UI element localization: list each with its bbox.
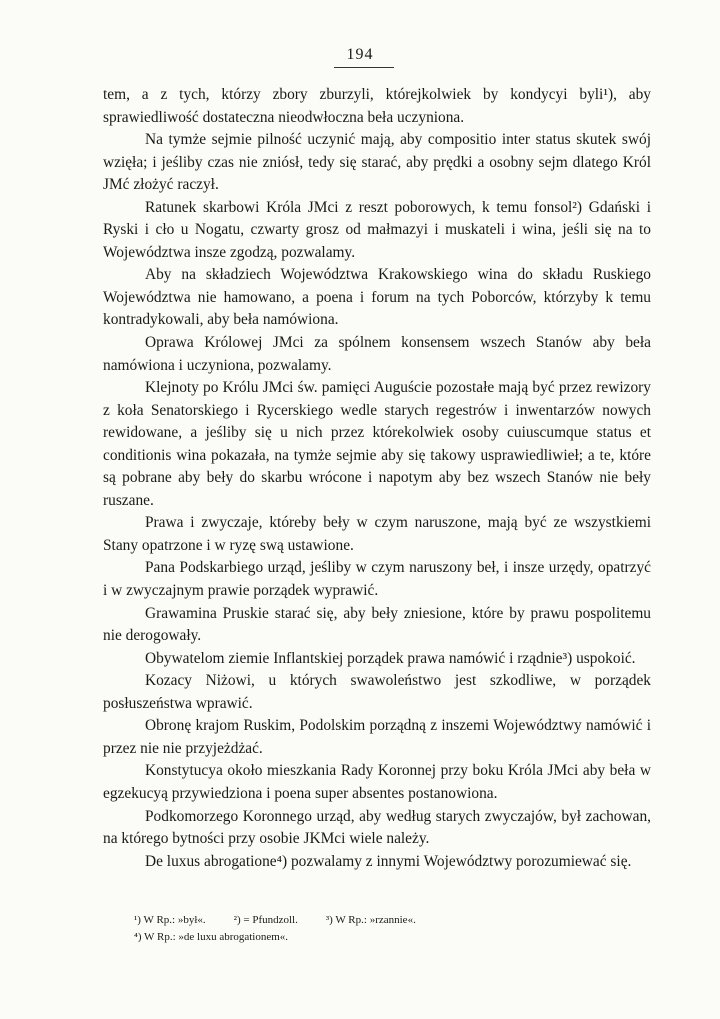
- footnote: ³) W Rp.: »rzannie«.: [325, 914, 416, 926]
- paragraph: De luxus abrogatione⁴) pozwalamy z innymi Województwy porozumiewać się.: [145, 852, 632, 870]
- paragraph: Grawamina Pruskie starać się, aby beły zniesione, które by prawu pospolitemu nie derogowały.: [103, 604, 651, 645]
- paragraph: Ratunek skarbowi Króla JMci z reszt poborowych, k temu fonsol²) Gdański i Ryski i cło u Nogatu, czwarty grosz od małmazyi i muskateli i wina, jeśli się na to Województwa insze zgodzą, pozwalamy.: [103, 198, 651, 261]
- paragraph: Podkomorzego Koronnego urząd, aby według starych zwyczajów, był zachowan, na którego bytności przy osobie JKMci wiele należy.: [103, 807, 651, 848]
- paragraph: tem, a z tych, którzy zbory zburzyli, którejkolwiek by kondycyi byli¹), aby sprawiedliwość dostateczna nieodwłoczna beła uczyniona.: [103, 86, 651, 126]
- paragraph: Obywatelom ziemie Inflantskiej porządek prawa namówić i rządnie³) uspokoić.: [145, 649, 636, 667]
- body-text: [103, 84, 651, 873]
- paragraph: Aby na składziech Województwa Krakowskiego wina do składu Ruskiego Województwa nie hamowano, a poena i forum na tych Poborców, którzyby k temu kontradykowali, aby beła namówiona.: [103, 266, 651, 329]
- footnote: ⁴) W Rp.: »de luxu abrogationem«.: [134, 931, 289, 943]
- paragraph: Obronę krajom Ruskim, Podolskim porządną z inszemi Województwy namówić i przez nie nie przyjeżdżać.: [103, 717, 651, 757]
- paragraph: Na tymże sejmie pilność uczynić mają, aby compositio inter status skutek swój wzięła; i jeśliby czas nie zniósł, tedy się starać, aby prędki a osobny sejm dlatego Król JMć złożyć raczył.: [103, 131, 651, 194]
- paragraph: Kozacy Niżowi, u których swawoleństwo jest szkodliwe, w porządek posłuszeństwa wprawić.: [103, 672, 651, 712]
- paragraph: Konstytucya około mieszkania Rady Koronnej przy boku Króla JMci aby beła w egzekucyą przywiedziona i poena super absentes postanowiona.: [103, 762, 651, 802]
- footnote-row: [134, 912, 614, 929]
- page-number: 194: [346, 46, 374, 63]
- footnote: ²) = Pfundzoll.: [233, 914, 298, 926]
- paragraph: Prawa i zwyczaje, któreby beły w czym naruszone, mają być ze wszystkiemi Stany opatrzone i w ryzę swą ustawione.: [103, 514, 651, 554]
- footnotes: [134, 912, 614, 946]
- paragraph: Oprawa Królowej JMci za spólnem konsensem wszech Stanów aby beła namówiona i uczyniona, pozwalamy.: [103, 334, 651, 374]
- footnote: ¹) W Rp.: »był«.: [134, 914, 206, 926]
- page-number-rule: [334, 67, 394, 68]
- paragraph: Klejnoty po Królu JMci św. pamięci Auguście pozostałe mają być przez rewizory z koła Senatorskiego i Rycerskiego wedle starych regestrów i inwentarzów nowych rewidowane, a jeśliby się u nich przez którekolwiek osoby cuiuscumque status et conditionis wina pokazała, na tymże sejmie aby się takowy usprawiedliwieł; a te, które są pobrane aby beły do skarbu wrócone i napotym aby bez wszech Stanów nie beły ruszane.: [103, 379, 651, 509]
- paragraph: Pana Podskarbiego urząd, jeśliby w czym naruszony beł, i insze urzędy, opatrzyć i w zwyczajnym prawie porządek wyprawić.: [103, 559, 651, 600]
- footnote-row: [134, 929, 614, 946]
